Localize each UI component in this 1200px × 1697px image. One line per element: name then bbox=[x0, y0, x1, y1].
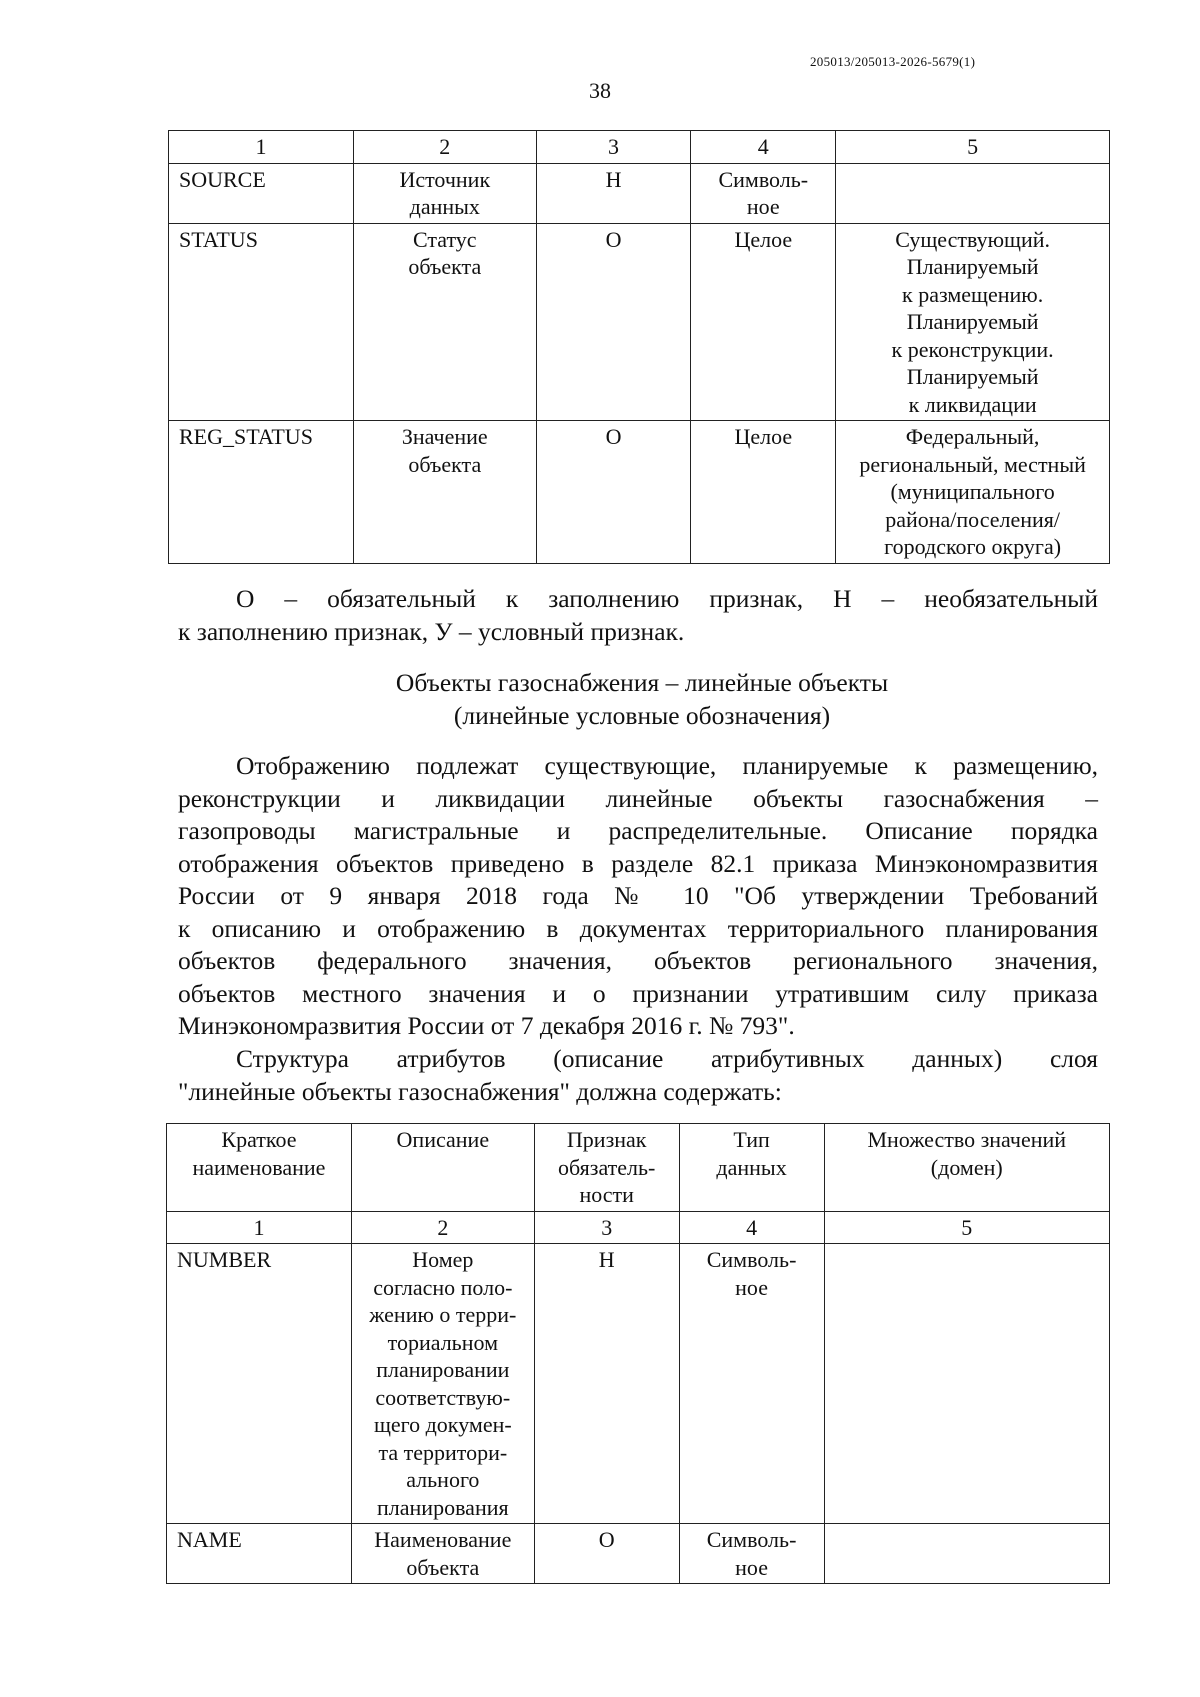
attribute-code: NAME bbox=[167, 1524, 352, 1584]
attribute-description: Источник данных bbox=[353, 163, 536, 223]
attribute-description: Статус объекта bbox=[353, 223, 536, 421]
column-number: 1 bbox=[167, 1211, 352, 1244]
column-numbers-row bbox=[167, 1211, 1110, 1244]
column-number: 2 bbox=[353, 131, 536, 164]
attribute-required: Н bbox=[536, 163, 691, 223]
attribute-required: О bbox=[536, 223, 691, 421]
column-header-domain: Множество значений (домен) bbox=[824, 1124, 1110, 1212]
column-header-short-name: Краткое наименование bbox=[167, 1124, 352, 1212]
column-header-required: Признак обязатель- ности bbox=[534, 1124, 679, 1212]
page-number: 38 bbox=[589, 78, 611, 103]
column-number: 1 bbox=[169, 131, 354, 164]
attribute-code: REG_STATUS bbox=[169, 421, 354, 564]
attribute-type: Целое bbox=[691, 421, 836, 564]
attribute-domain: Федеральный, региональный, местный (муниципального района/поселения/ городского округа) bbox=[836, 421, 1110, 564]
column-number: 3 bbox=[536, 131, 691, 164]
gas-linear-objects-attributes-table bbox=[166, 1123, 1110, 1584]
table-row bbox=[169, 421, 1110, 564]
column-number: 4 bbox=[679, 1211, 824, 1244]
table-header-row bbox=[167, 1124, 1110, 1212]
column-header-description: Описание bbox=[351, 1124, 534, 1212]
attribute-description: Номер согласно поло- жению о терри- ториальном планировании соответствую- щего докумен- та территори- ального планирования bbox=[351, 1244, 534, 1524]
table-row bbox=[169, 163, 1110, 223]
body-paragraph: Отображению подлежат существующие, планируемые к размещению, реконструкции и ликвидации линейные объекты газоснабжения – газопроводы магистральные и распределительные. Описание порядка отображения объектов приведено в разделе 82.1 приказа Минэкономразвития России от 9 января 2018 года № 10 "Об утверждении Требований к описанию и отображению в документах территориального планирования объектов федерального значения, объектов регионального значения, объектов местного значения и о признании утратившим силу приказа Минэкономразвития России от 7 декабря 2016 г. № 793". bbox=[178, 751, 1098, 1040]
attribute-domain bbox=[836, 163, 1110, 223]
attribute-type: Символь- ное bbox=[691, 163, 836, 223]
column-number: 2 bbox=[351, 1211, 534, 1244]
attribute-type: Символь- ное bbox=[679, 1524, 824, 1584]
table-header-row bbox=[169, 131, 1110, 164]
attributes-table-continued bbox=[168, 130, 1110, 564]
table-row bbox=[167, 1524, 1110, 1584]
table-row bbox=[167, 1244, 1110, 1524]
structure-paragraph: Структура атрибутов (описание атрибутивных данных) слоя "линейные объекты газоснабжения" должна содержать: bbox=[178, 1044, 1098, 1106]
attribute-code: SOURCE bbox=[169, 163, 354, 223]
attribute-type: Символь- ное bbox=[679, 1244, 824, 1524]
attribute-description: Наименование объекта bbox=[351, 1524, 534, 1584]
attribute-required: Н bbox=[534, 1244, 679, 1524]
column-number: 4 bbox=[691, 131, 836, 164]
document-number: 205013/205013-2026-5679(1) bbox=[810, 54, 976, 69]
attribute-required: О bbox=[536, 421, 691, 564]
attribute-required: О bbox=[534, 1524, 679, 1584]
column-number: 5 bbox=[824, 1211, 1110, 1244]
attribute-domain: Существующий. Планируемый к размещению. Планируемый к реконструкции. Планируемый к ликвидации bbox=[836, 223, 1110, 421]
column-number: 3 bbox=[534, 1211, 679, 1244]
section-heading: Объекты газоснабжения – линейные объекты (линейные условные обозначения) bbox=[395, 668, 889, 730]
attribute-type: Целое bbox=[691, 223, 836, 421]
table-row bbox=[169, 223, 1110, 421]
column-number: 5 bbox=[836, 131, 1110, 164]
attribute-domain bbox=[824, 1524, 1110, 1584]
column-header-data-type: Тип данных bbox=[679, 1124, 824, 1212]
attribute-domain bbox=[824, 1244, 1110, 1524]
attribute-description: Значение объекта bbox=[353, 421, 536, 564]
attribute-code: STATUS bbox=[169, 223, 354, 421]
legend-paragraph: О – обязательный к заполнению признак, Н – необязательный к заполнению признак, У – условный признак. bbox=[178, 584, 1098, 646]
attribute-code: NUMBER bbox=[167, 1244, 352, 1524]
